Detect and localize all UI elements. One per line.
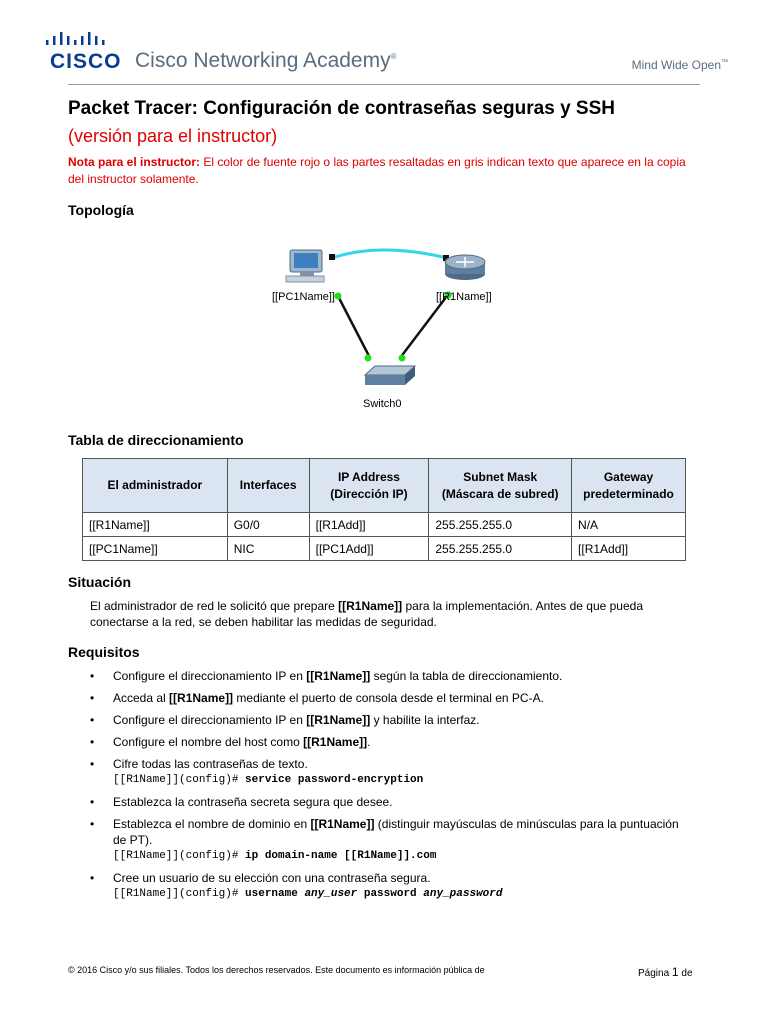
pc-switch-link <box>338 296 370 358</box>
pc-label: [[PC1Name]] <box>272 291 335 303</box>
addressing-table <box>82 458 686 561</box>
requirements-heading: Requisitos <box>68 644 140 660</box>
header-divider <box>68 84 700 85</box>
cisco-logo-text: CISCO <box>50 50 122 73</box>
table-cell: G0/0 <box>227 513 309 537</box>
topology-diagram <box>260 240 520 415</box>
requirements-list <box>90 668 690 902</box>
list-item: • Cifre todas las contraseñas de texto. <box>90 756 690 772</box>
page-title: Packet Tracer: Configuración de contraseñas seguras y SSH <box>68 98 615 119</box>
column-header: Subnet Mask (Máscara de subred) <box>429 459 572 513</box>
command-line: [[R1Name]](config)# ip domain-name [[R1Name]].com <box>113 850 437 862</box>
list-item: • Configure el direccionamiento IP en [[R1Name]] y habilite la interfaz. <box>90 712 690 728</box>
instructor-note: Nota para el instructor: El color de fuente rojo o las partes resaltadas en gris indican texto que aparece en la copia del instructor solamente. <box>68 155 686 186</box>
router-icon <box>445 255 485 280</box>
situation-paragraph: El administrador de red le solicitó que prepare [[R1Name]] para la implementación. Antes de que pueda conectarse a la red, se deben habilitar las medidas de seguridad. <box>90 599 643 629</box>
pc-router-link <box>332 250 447 258</box>
command-line: [[R1Name]](config)# username any_user password any_password <box>113 888 503 900</box>
list-item: • Establezca el nombre de dominio en [[R1Name]] (distinguir mayúsculas de minúsculas para la puntuación de PT). <box>90 816 690 848</box>
tagline: Mind Wide Open™ <box>631 58 728 72</box>
situation-heading: Situación <box>68 574 132 590</box>
list-item: • Configure el direccionamiento IP en [[R1Name]] según la tabla de direccionamiento. <box>90 668 690 684</box>
router-label: [[R1Name]] <box>436 291 492 303</box>
table-cell: 255.255.255.0 <box>429 537 572 561</box>
list-item: • Configure el nombre del host como [[R1Name]]. <box>90 734 690 750</box>
column-header: IP Address (Dirección IP) <box>309 459 429 513</box>
table-cell: [[PC1Name]] <box>83 537 228 561</box>
page-subtitle: (versión para el instructor) <box>68 126 278 146</box>
column-header: Interfaces <box>227 459 309 513</box>
cisco-logo-bars-icon <box>46 32 116 48</box>
copyright-footer: © 2016 Cisco y/o sus filiales. Todos los derechos reservados. Este documento es información pública de <box>68 965 485 975</box>
switch-icon <box>365 366 415 385</box>
list-item: • Cree un usuario de su elección con una contraseña segura. <box>90 870 690 886</box>
table-header-row <box>83 459 686 513</box>
table-cell: [[PC1Add]] <box>309 537 429 561</box>
table-row <box>83 513 686 537</box>
table-cell: [[R1Add]] <box>572 537 686 561</box>
list-item: • Acceda al [[R1Name]] mediante el puerto de consola desde el terminal en PC-A. <box>90 690 690 706</box>
command-line: [[R1Name]](config)# service password-encryption <box>113 774 424 786</box>
pc-icon <box>286 250 324 282</box>
table-cell: [[R1Name]] <box>83 513 228 537</box>
column-header: Gateway predeterminado <box>572 459 686 513</box>
switch-label: Switch0 <box>363 398 402 410</box>
topology-heading: Topología <box>68 202 134 218</box>
table-row <box>83 537 686 561</box>
academy-name: Cisco Networking Academy® <box>135 49 397 72</box>
table-cell: NIC <box>227 537 309 561</box>
table-cell: N/A <box>572 513 686 537</box>
table-cell: [[R1Add]] <box>309 513 429 537</box>
column-header: El administrador <box>83 459 228 513</box>
page-number: Página 1 de <box>638 965 693 979</box>
list-item: • Establezca la contraseña secreta segura que desee. <box>90 794 690 810</box>
addressing-heading: Tabla de direccionamiento <box>68 432 244 448</box>
table-cell: 255.255.255.0 <box>429 513 572 537</box>
